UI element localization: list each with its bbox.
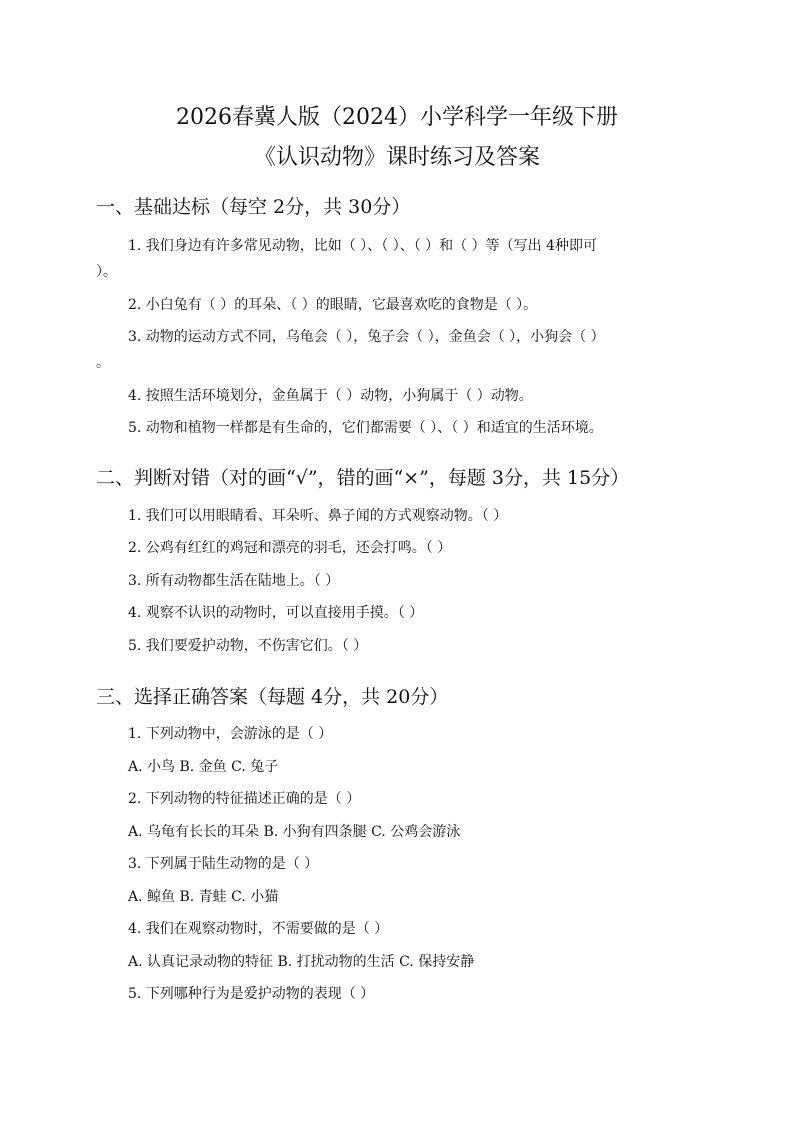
section-2-question: 3. 所有动物都生活在陆地上。（ ）: [128, 573, 340, 589]
section-1-question-continuation: 。: [96, 355, 110, 371]
section-2-question: 1. 我们可以用眼睛看、耳朵听、鼻子闻的方式观察动物。（ ）: [128, 508, 508, 524]
section-1-question: 4. 按照生活环境划分，金鱼属于（ ）动物，小狗属于（ ）动物。: [128, 388, 533, 404]
section-1-question-continuation: ）。: [96, 264, 117, 280]
section-2-question: 2. 公鸡有红红的鸡冠和漂亮的羽毛，还会打鸣。（ ）: [128, 540, 452, 556]
section-1-question: 5. 动物和植物一样都是有生命的，它们都需要（ ）、（ ）和适宜的生活环境。: [128, 420, 603, 436]
section-3-options: A. 鲸鱼 B. 青蛙 C. 小猫: [128, 889, 279, 905]
section-3-question: 3. 下列属于陆生动物的是（ ）: [128, 856, 319, 872]
section-1-question: 1. 我们身边有许多常见动物，比如（ ）、（ ）、（ ）和（ ）等（写出 4种即可: [128, 238, 597, 254]
section-3-heading: 三、选择正确答案（每题 4分，共 20分）: [96, 686, 449, 708]
section-2-heading: 二、判断对错（对的画“√”，错的画“×”，每题 3分，共 15分）: [96, 467, 630, 489]
section-3-options: A. 认真记录动物的特征 B. 打扰动物的生活 C. 保持安静: [128, 954, 475, 970]
section-3-question: 4. 我们在观察动物时，不需要做的是（ ）: [128, 921, 389, 937]
section-3-question: 1. 下列动物中，会游泳的是（ ）: [128, 726, 333, 742]
section-3-options: A. 乌龟有长长的耳朵 B. 小狗有四条腿 C. 公鸡会游泳: [128, 824, 461, 840]
section-1-heading: 一、基础达标（每空 2分，共 30分）: [96, 196, 411, 218]
document-title-line2: 《认识动物》课时练习及答案: [253, 145, 540, 170]
section-3-question: 5. 下列哪种行为是爱护动物的表现（ ）: [128, 986, 375, 1002]
document-title-line1: 2026春冀人版（2024）小学科学一年级下册: [176, 105, 618, 130]
section-2-question: 5. 我们要爱护动物，不伤害它们。（ ）: [128, 638, 368, 654]
section-3-options: A. 小鸟 B. 金鱼 C. 兔子: [128, 759, 279, 775]
section-1-question: 3. 动物的运动方式不同，乌龟会（ ），兔子会（ ），金鱼会（ ），小狗会（ ）: [128, 329, 605, 345]
section-2-question: 4. 观察不认识的动物时，可以直接用手摸。（ ）: [128, 605, 424, 621]
section-3-question: 2. 下列动物的特征描述正确的是（ ）: [128, 791, 361, 807]
section-1-question: 2. 小白兔有（ ）的耳朵、（ ）的眼睛，它最喜欢吃的食物是（ ）。: [128, 297, 538, 313]
